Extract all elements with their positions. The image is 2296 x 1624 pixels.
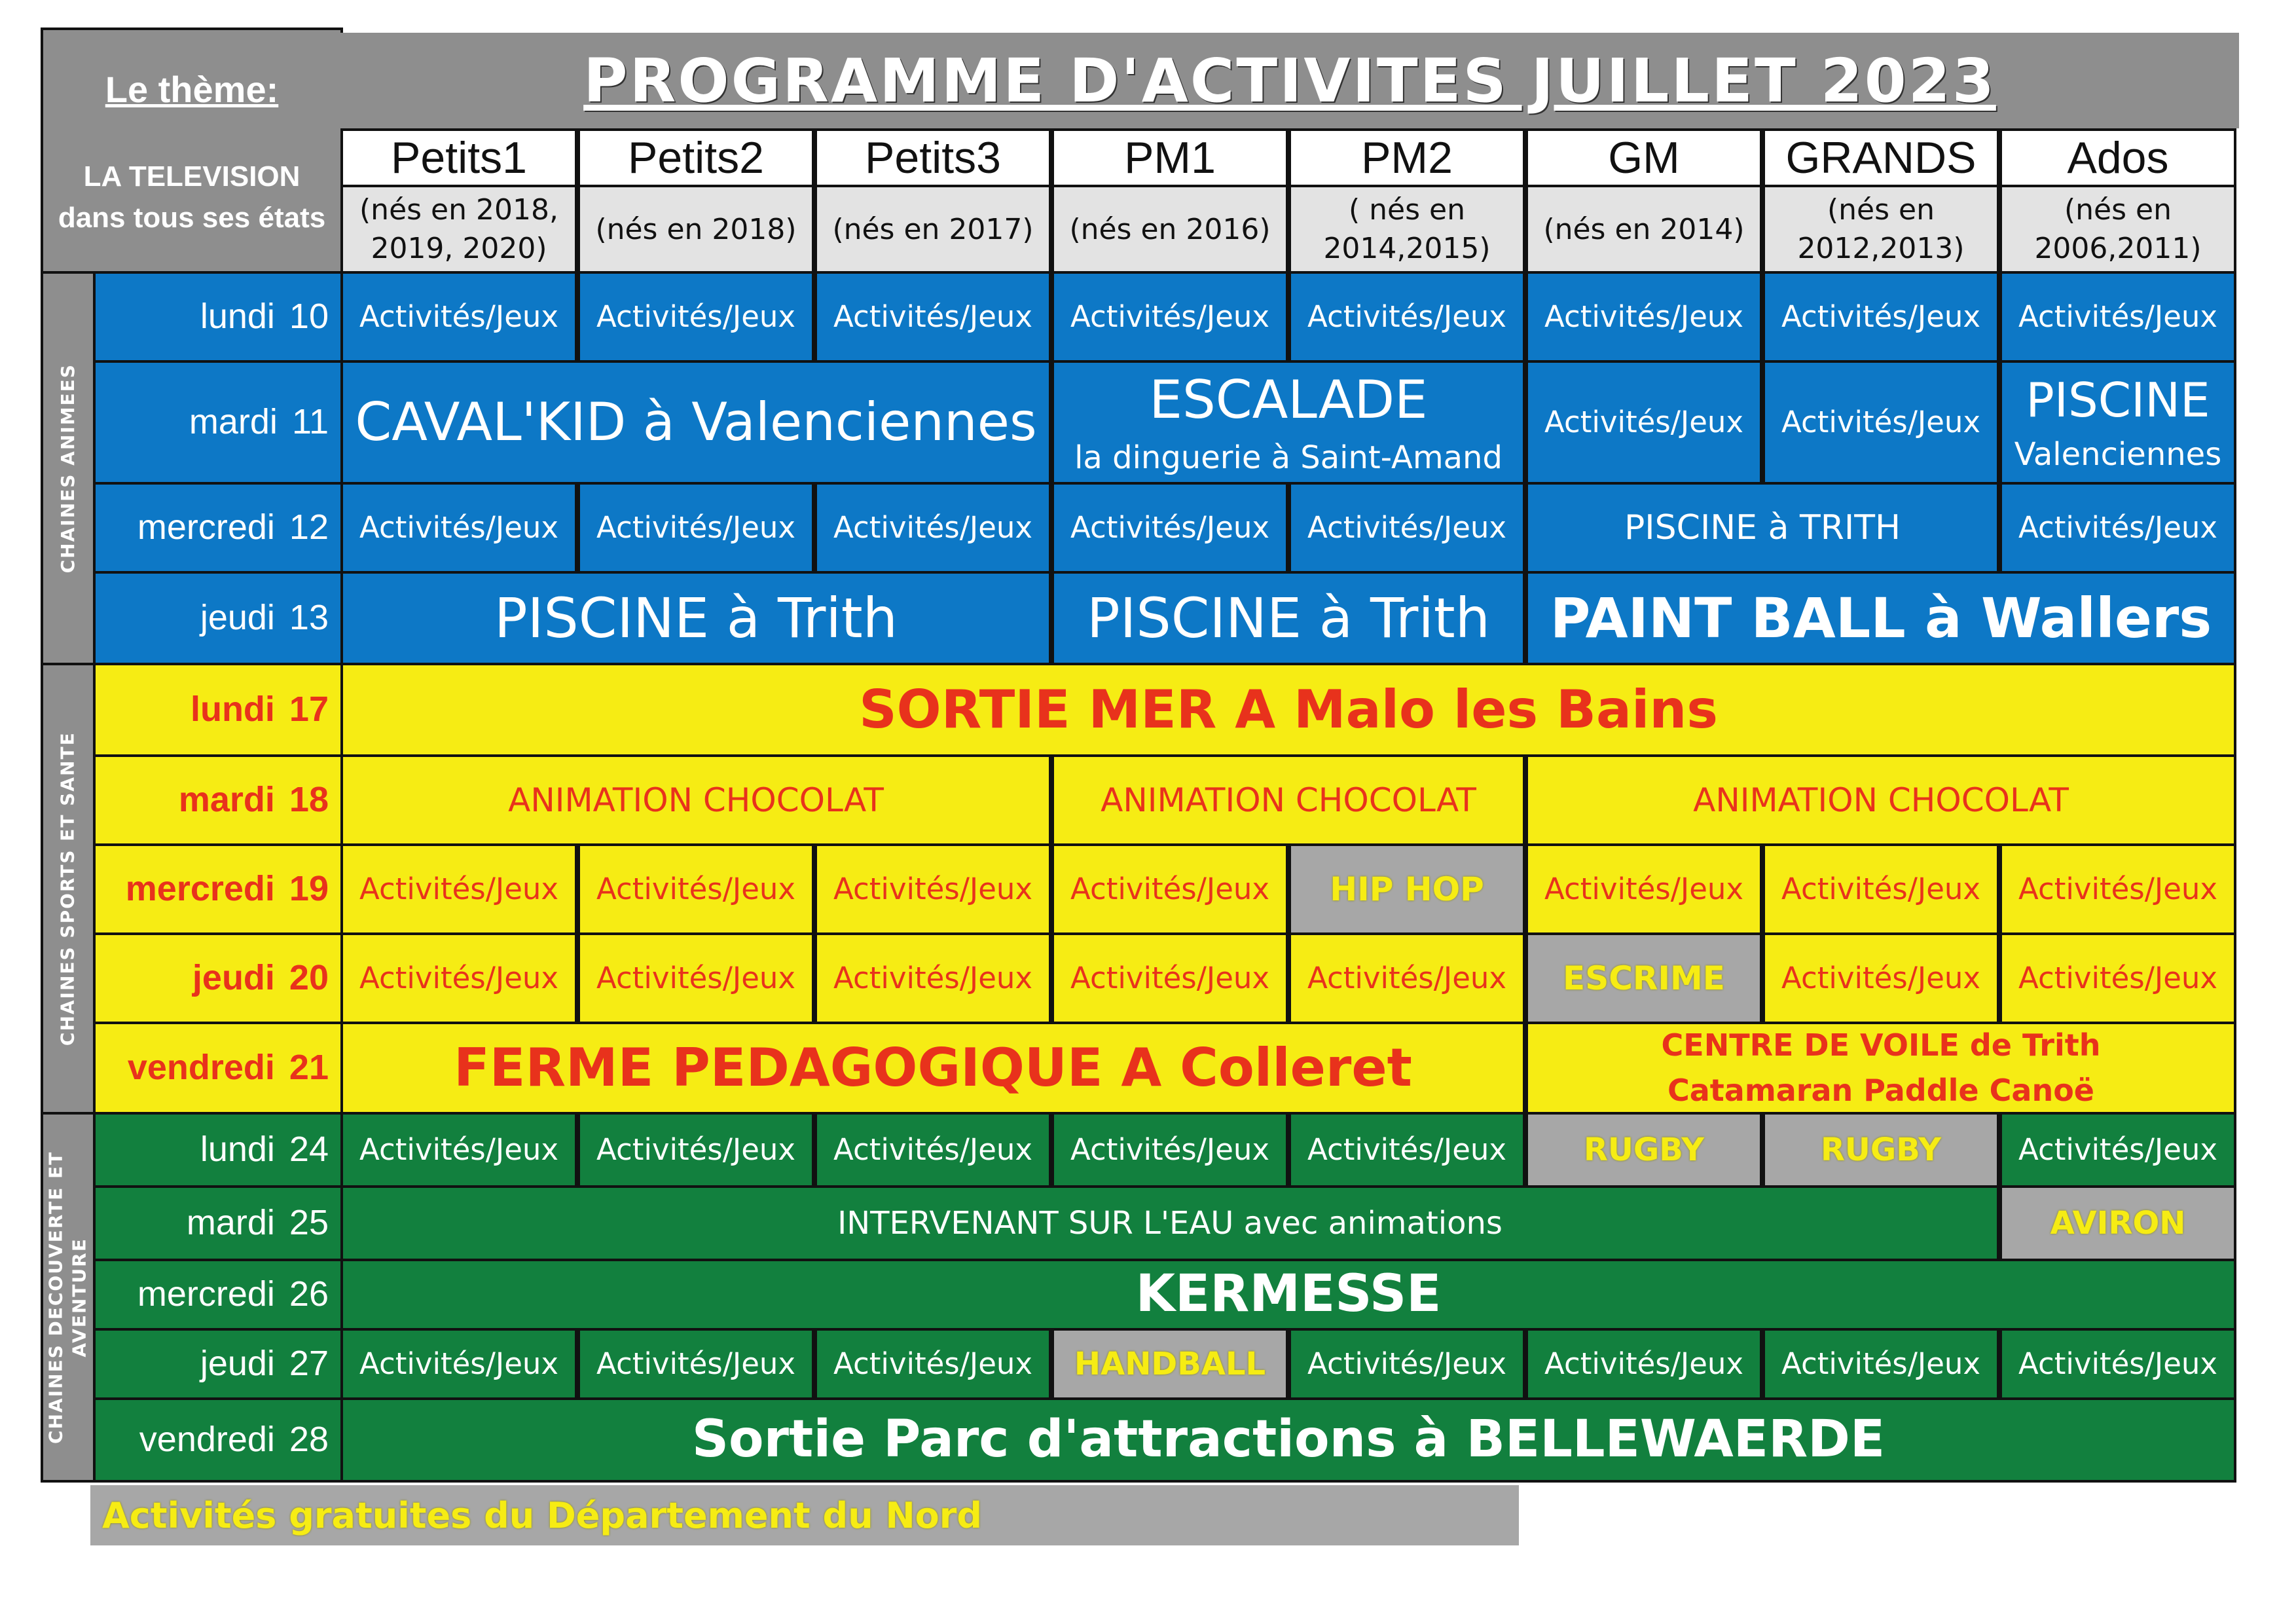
- title-banner: [340, 33, 2239, 128]
- group-birth: [1288, 185, 1525, 274]
- activity-label: Activités/Jeux: [1307, 1346, 1507, 1381]
- day-label-d27: [93, 1328, 343, 1400]
- theme-line2: dans tous ses états: [58, 202, 326, 234]
- section-chaines-animees: [41, 271, 96, 665]
- group-name: PM1: [1124, 132, 1216, 183]
- activity-chocolat-1: [340, 754, 1051, 846]
- group-birth: [577, 185, 814, 274]
- activity-chocolat-2: [1051, 754, 1525, 846]
- activity-label: Activités/Jeux: [1544, 1346, 1744, 1381]
- activity-label: Activités/Jeux: [2018, 1346, 2218, 1381]
- activity-title: PAINT BALL à Wallers: [1550, 585, 2212, 650]
- activity-label: Activités/Jeux: [596, 509, 796, 545]
- group-birth-line2: 2006,2011): [2034, 232, 2202, 265]
- day-name: mardi: [178, 780, 275, 820]
- page-title: PROGRAMME D'ACTIVITES JUILLET 2023: [583, 45, 1996, 116]
- activity-subtitle: Catamaran Paddle Canoë: [1667, 1073, 2094, 1108]
- activity-label: Activités/Jeux: [2018, 509, 2218, 545]
- activity-escrime: [1525, 932, 1762, 1024]
- activity-label: Activités/Jeux: [1781, 871, 1981, 906]
- activity-cell: [1999, 1112, 2236, 1188]
- activity-label: Activités/Jeux: [2018, 960, 2218, 995]
- activity-cell: [1762, 271, 1999, 363]
- activity-hiphop: [1288, 843, 1525, 935]
- group-birth-line1: (nés en 2014): [1543, 212, 1745, 246]
- activity-title: AVIRON: [2050, 1205, 2186, 1242]
- activity-label: Activités/Jeux: [359, 871, 559, 906]
- day-name: mercredi: [125, 869, 275, 909]
- day-number: 25: [289, 1203, 329, 1243]
- group-birth-line1: (nés en 2016): [1069, 212, 1271, 246]
- activity-title: PISCINE à Trith: [1087, 585, 1490, 650]
- activity-sortie-mer: [340, 663, 2236, 757]
- activity-cell: [340, 271, 577, 363]
- activity-cell: [1762, 843, 1999, 935]
- day-name: jeudi: [192, 958, 275, 998]
- activity-kermesse: [340, 1259, 2236, 1331]
- activity-cell: [340, 482, 577, 574]
- activity-cell: [1051, 932, 1288, 1024]
- section-label: CHAINES ANIMEES: [56, 363, 79, 574]
- activity-cell: [577, 843, 814, 935]
- day-name: vendredi: [127, 1048, 275, 1088]
- activity-title: INTERVENANT SUR L'EAU avec animations: [837, 1205, 1503, 1242]
- activity-piscine: [1999, 360, 2236, 485]
- activity-paintball: [1525, 571, 2236, 665]
- activity-cell: [1999, 482, 2236, 574]
- activity-title: CENTRE DE VOILE de Trith: [1661, 1027, 2101, 1063]
- activity-cell: [1288, 1112, 1525, 1188]
- activity-label: Activités/Jeux: [833, 299, 1033, 334]
- day-name: lundi: [200, 297, 275, 337]
- activity-label: Activités/Jeux: [1544, 871, 1744, 906]
- activity-cell: [1762, 360, 1999, 485]
- group-birth-line1: (nés en 2017): [832, 212, 1034, 246]
- activity-cell: [1288, 271, 1525, 363]
- activity-label: Activités/Jeux: [1307, 1132, 1507, 1167]
- group-header: [1051, 128, 1288, 187]
- footer-note: Activités gratuites du Département du Nord: [102, 1494, 983, 1536]
- activity-cell: [1525, 843, 1762, 935]
- activity-rugby-1: [1525, 1112, 1762, 1188]
- day-label-d18: [93, 754, 343, 846]
- activity-label: Activités/Jeux: [2018, 299, 2218, 334]
- day-label-d25: [93, 1185, 343, 1261]
- activity-ferme: [340, 1022, 1525, 1115]
- section-label: CHAINES SPORTS ET SANTE: [56, 731, 79, 1046]
- activity-title: HANDBALL: [1074, 1346, 1266, 1382]
- activity-title: ESCALADE: [1149, 369, 1428, 430]
- activity-cell: [814, 843, 1051, 935]
- activity-cell: [340, 932, 577, 1024]
- activity-subtitle: la dinguerie à Saint-Amand: [1074, 439, 1503, 476]
- activity-cell: [814, 482, 1051, 574]
- day-number: 11: [291, 402, 329, 442]
- activity-piscine-trith-1: [340, 571, 1051, 665]
- group-birth-line2: 2019, 2020): [371, 232, 547, 265]
- activity-title: FERME PEDAGOGIQUE A Colleret: [454, 1037, 1412, 1098]
- group-birth: [1762, 185, 1999, 274]
- group-name: Petits3: [865, 132, 1001, 183]
- day-name: mercredi: [137, 1274, 275, 1314]
- group-header: [1999, 128, 2236, 187]
- activity-label: Activités/Jeux: [1307, 509, 1507, 545]
- activity-escalade: [1051, 360, 1525, 485]
- group-name: Petits1: [391, 132, 527, 183]
- day-name: jeudi: [200, 1344, 275, 1384]
- activity-label: Activités/Jeux: [596, 299, 796, 334]
- activity-label: Activités/Jeux: [2018, 1132, 2218, 1167]
- activity-cell: [814, 932, 1051, 1024]
- activity-label: Activités/Jeux: [833, 1346, 1033, 1381]
- activity-cell: [577, 482, 814, 574]
- activity-cell: [1999, 1328, 2236, 1400]
- activity-cell: [814, 1328, 1051, 1400]
- activity-label: Activités/Jeux: [596, 871, 796, 906]
- day-label-d21: [93, 1022, 343, 1115]
- activity-cell: [1999, 932, 2236, 1024]
- theme-panel: [41, 28, 343, 274]
- activity-title: ANIMATION CHOCOLAT: [1101, 781, 1476, 819]
- activity-label: Activités/Jeux: [1070, 1132, 1270, 1167]
- activity-caval: [340, 360, 1051, 485]
- activity-label: Activités/Jeux: [359, 960, 559, 995]
- activity-cell: [577, 1112, 814, 1188]
- group-name: Petits2: [628, 132, 764, 183]
- activity-cell: [1762, 932, 1999, 1024]
- group-birth: [1525, 185, 1762, 274]
- activity-title: PISCINE à TRITH: [1624, 507, 1901, 547]
- group-birth: [340, 185, 577, 274]
- activity-cell: [1051, 271, 1288, 363]
- group-birth: [1999, 185, 2236, 274]
- activity-cell: [1288, 1328, 1525, 1400]
- group-header: [1288, 128, 1525, 187]
- day-label-d11: [93, 360, 343, 485]
- section-label: [45, 1151, 92, 1443]
- group-birth-line1: (nés en: [2064, 193, 2172, 227]
- activity-cell: [340, 1112, 577, 1188]
- group-birth-line1: (nés en: [1827, 193, 1935, 227]
- day-number: 18: [289, 780, 329, 820]
- activity-title: KERMESSE: [1135, 1264, 1442, 1324]
- activity-cell: [1051, 1112, 1288, 1188]
- activity-label: Activités/Jeux: [1070, 509, 1270, 545]
- group-header: [814, 128, 1051, 187]
- activity-intervenant: [340, 1185, 1999, 1261]
- activity-label: Activités/Jeux: [359, 509, 559, 545]
- activity-label: Activités/Jeux: [1781, 1346, 1981, 1381]
- activity-cell: [1288, 482, 1525, 574]
- activity-label: Activités/Jeux: [1070, 871, 1270, 906]
- day-number: 21: [289, 1048, 329, 1088]
- activity-cell: [340, 843, 577, 935]
- day-number: 24: [289, 1130, 329, 1170]
- activity-title: Sortie Parc d'attractions à BELLEWAERDE: [691, 1410, 1886, 1469]
- activity-piscine-trith-upper: [1525, 482, 1999, 574]
- day-number: 19: [289, 869, 329, 909]
- group-birth: [814, 185, 1051, 274]
- activity-title: PISCINE à Trith: [494, 585, 898, 650]
- activity-cell: [1525, 360, 1762, 485]
- day-name: mercredi: [137, 507, 275, 547]
- activity-piscine-trith-2: [1051, 571, 1525, 665]
- activity-title: ESCRIME: [1563, 959, 1725, 997]
- activity-label: Activités/Jeux: [359, 1346, 559, 1381]
- day-number: 13: [289, 598, 329, 638]
- day-label-d19: [93, 843, 343, 935]
- day-name: mardi: [186, 1203, 275, 1243]
- group-name: PM2: [1361, 132, 1453, 183]
- activity-label: Activités/Jeux: [833, 1132, 1033, 1167]
- section-chaines-decouverte: [41, 1112, 96, 1483]
- theme-label: Le thème:: [105, 69, 279, 110]
- activity-handball: [1051, 1328, 1288, 1400]
- activity-title: HIP HOP: [1330, 870, 1484, 908]
- activity-cell: [1999, 843, 2236, 935]
- group-name: Ados: [2067, 132, 2169, 183]
- activity-chocolat-3: [1525, 754, 2236, 846]
- day-number: 10: [289, 297, 329, 337]
- activity-subtitle: Valenciennes: [2014, 436, 2222, 473]
- day-label-d17: [93, 663, 343, 757]
- day-label-d12: [93, 482, 343, 574]
- day-label-d28: [93, 1397, 343, 1483]
- day-name: lundi: [200, 1130, 275, 1170]
- activity-cell: [577, 271, 814, 363]
- footer-note-bar: [90, 1485, 1519, 1545]
- activity-cell: [1288, 932, 1525, 1024]
- activity-label: Activités/Jeux: [1070, 299, 1270, 334]
- group-header: [577, 128, 814, 187]
- group-birth: [1051, 185, 1288, 274]
- group-name: GM: [1608, 132, 1680, 183]
- day-number: 17: [289, 690, 329, 729]
- day-label-d26: [93, 1259, 343, 1331]
- day-name: mardi: [189, 402, 278, 442]
- activity-title: SORTIE MER A Malo les Bains: [859, 679, 1718, 740]
- day-number: 28: [289, 1420, 329, 1460]
- activity-label: Activités/Jeux: [833, 960, 1033, 995]
- activity-title: PISCINE: [2026, 373, 2210, 428]
- activity-cell: [1051, 843, 1288, 935]
- activity-label: Activités/Jeux: [596, 960, 796, 995]
- activity-rugby-2: [1762, 1112, 1999, 1188]
- activity-label: Activités/Jeux: [596, 1132, 796, 1167]
- activity-label: Activités/Jeux: [359, 1132, 559, 1167]
- group-birth-line1: ( nés en: [1349, 193, 1465, 227]
- group-birth-line1: (nés en 2018,: [359, 193, 558, 227]
- activity-label: Activités/Jeux: [1544, 299, 1744, 334]
- activity-label: Activités/Jeux: [596, 1346, 796, 1381]
- activity-cell: [577, 1328, 814, 1400]
- day-number: 26: [289, 1274, 329, 1314]
- activity-label: Activités/Jeux: [1544, 404, 1744, 439]
- day-label-d24: [93, 1112, 343, 1188]
- activity-title: CAVAL'KID à Valenciennes: [355, 392, 1037, 452]
- section-label-line1: CHAINES DECOUVERTE ET: [45, 1151, 67, 1444]
- activity-voile1: [1525, 1022, 2236, 1115]
- activity-title: ANIMATION CHOCOLAT: [1693, 781, 2069, 819]
- activity-cell: [1999, 271, 2236, 363]
- group-name: GRANDS: [1785, 132, 1977, 183]
- group-birth-line2: 2012,2013): [1797, 232, 1965, 265]
- activity-bellewaerde: [340, 1397, 2236, 1483]
- day-name: lundi: [190, 690, 275, 729]
- activity-label: Activités/Jeux: [1781, 299, 1981, 334]
- activity-label: Activités/Jeux: [833, 509, 1033, 545]
- group-header: [1525, 128, 1762, 187]
- day-label-d20: [93, 932, 343, 1024]
- theme-line1: LA TELEVISION: [83, 160, 301, 193]
- day-number: 20: [289, 958, 329, 998]
- activity-label: Activités/Jeux: [1781, 960, 1981, 995]
- activity-label: Activités/Jeux: [1781, 404, 1981, 439]
- activity-title: RUGBY: [1820, 1132, 1942, 1168]
- activity-cell: [814, 1112, 1051, 1188]
- activity-cell: [1525, 271, 1762, 363]
- activity-cell: [577, 932, 814, 1024]
- group-header: [1762, 128, 1999, 187]
- group-header: [340, 128, 577, 187]
- activity-aviron: [1999, 1185, 2236, 1261]
- activity-cell: [814, 271, 1051, 363]
- day-number: 12: [289, 507, 329, 547]
- activity-label: Activités/Jeux: [1307, 299, 1507, 334]
- section-label-line2: AVENTURE: [69, 1237, 90, 1357]
- activity-label: Activités/Jeux: [2018, 871, 2218, 906]
- day-name: vendredi: [139, 1420, 275, 1460]
- day-label-d10: [93, 271, 343, 363]
- activity-label: Activités/Jeux: [833, 871, 1033, 906]
- activity-cell: [1762, 1328, 1999, 1400]
- activity-cell: [340, 1328, 577, 1400]
- section-chaines-sports: [41, 663, 96, 1115]
- activity-title: ANIMATION CHOCOLAT: [508, 781, 884, 819]
- day-number: 27: [289, 1344, 329, 1384]
- activity-label: Activités/Jeux: [359, 299, 559, 334]
- group-birth-line2: 2014,2015): [1323, 232, 1491, 265]
- group-birth-line1: (nés en 2018): [595, 212, 797, 246]
- day-name: jeudi: [200, 598, 275, 638]
- activity-label: Activités/Jeux: [1070, 960, 1270, 995]
- activity-cell: [1525, 1328, 1762, 1400]
- activity-label: Activités/Jeux: [1307, 960, 1507, 995]
- day-label-d13: [93, 571, 343, 665]
- activity-cell: [1051, 482, 1288, 574]
- activity-title: RUGBY: [1583, 1132, 1705, 1168]
